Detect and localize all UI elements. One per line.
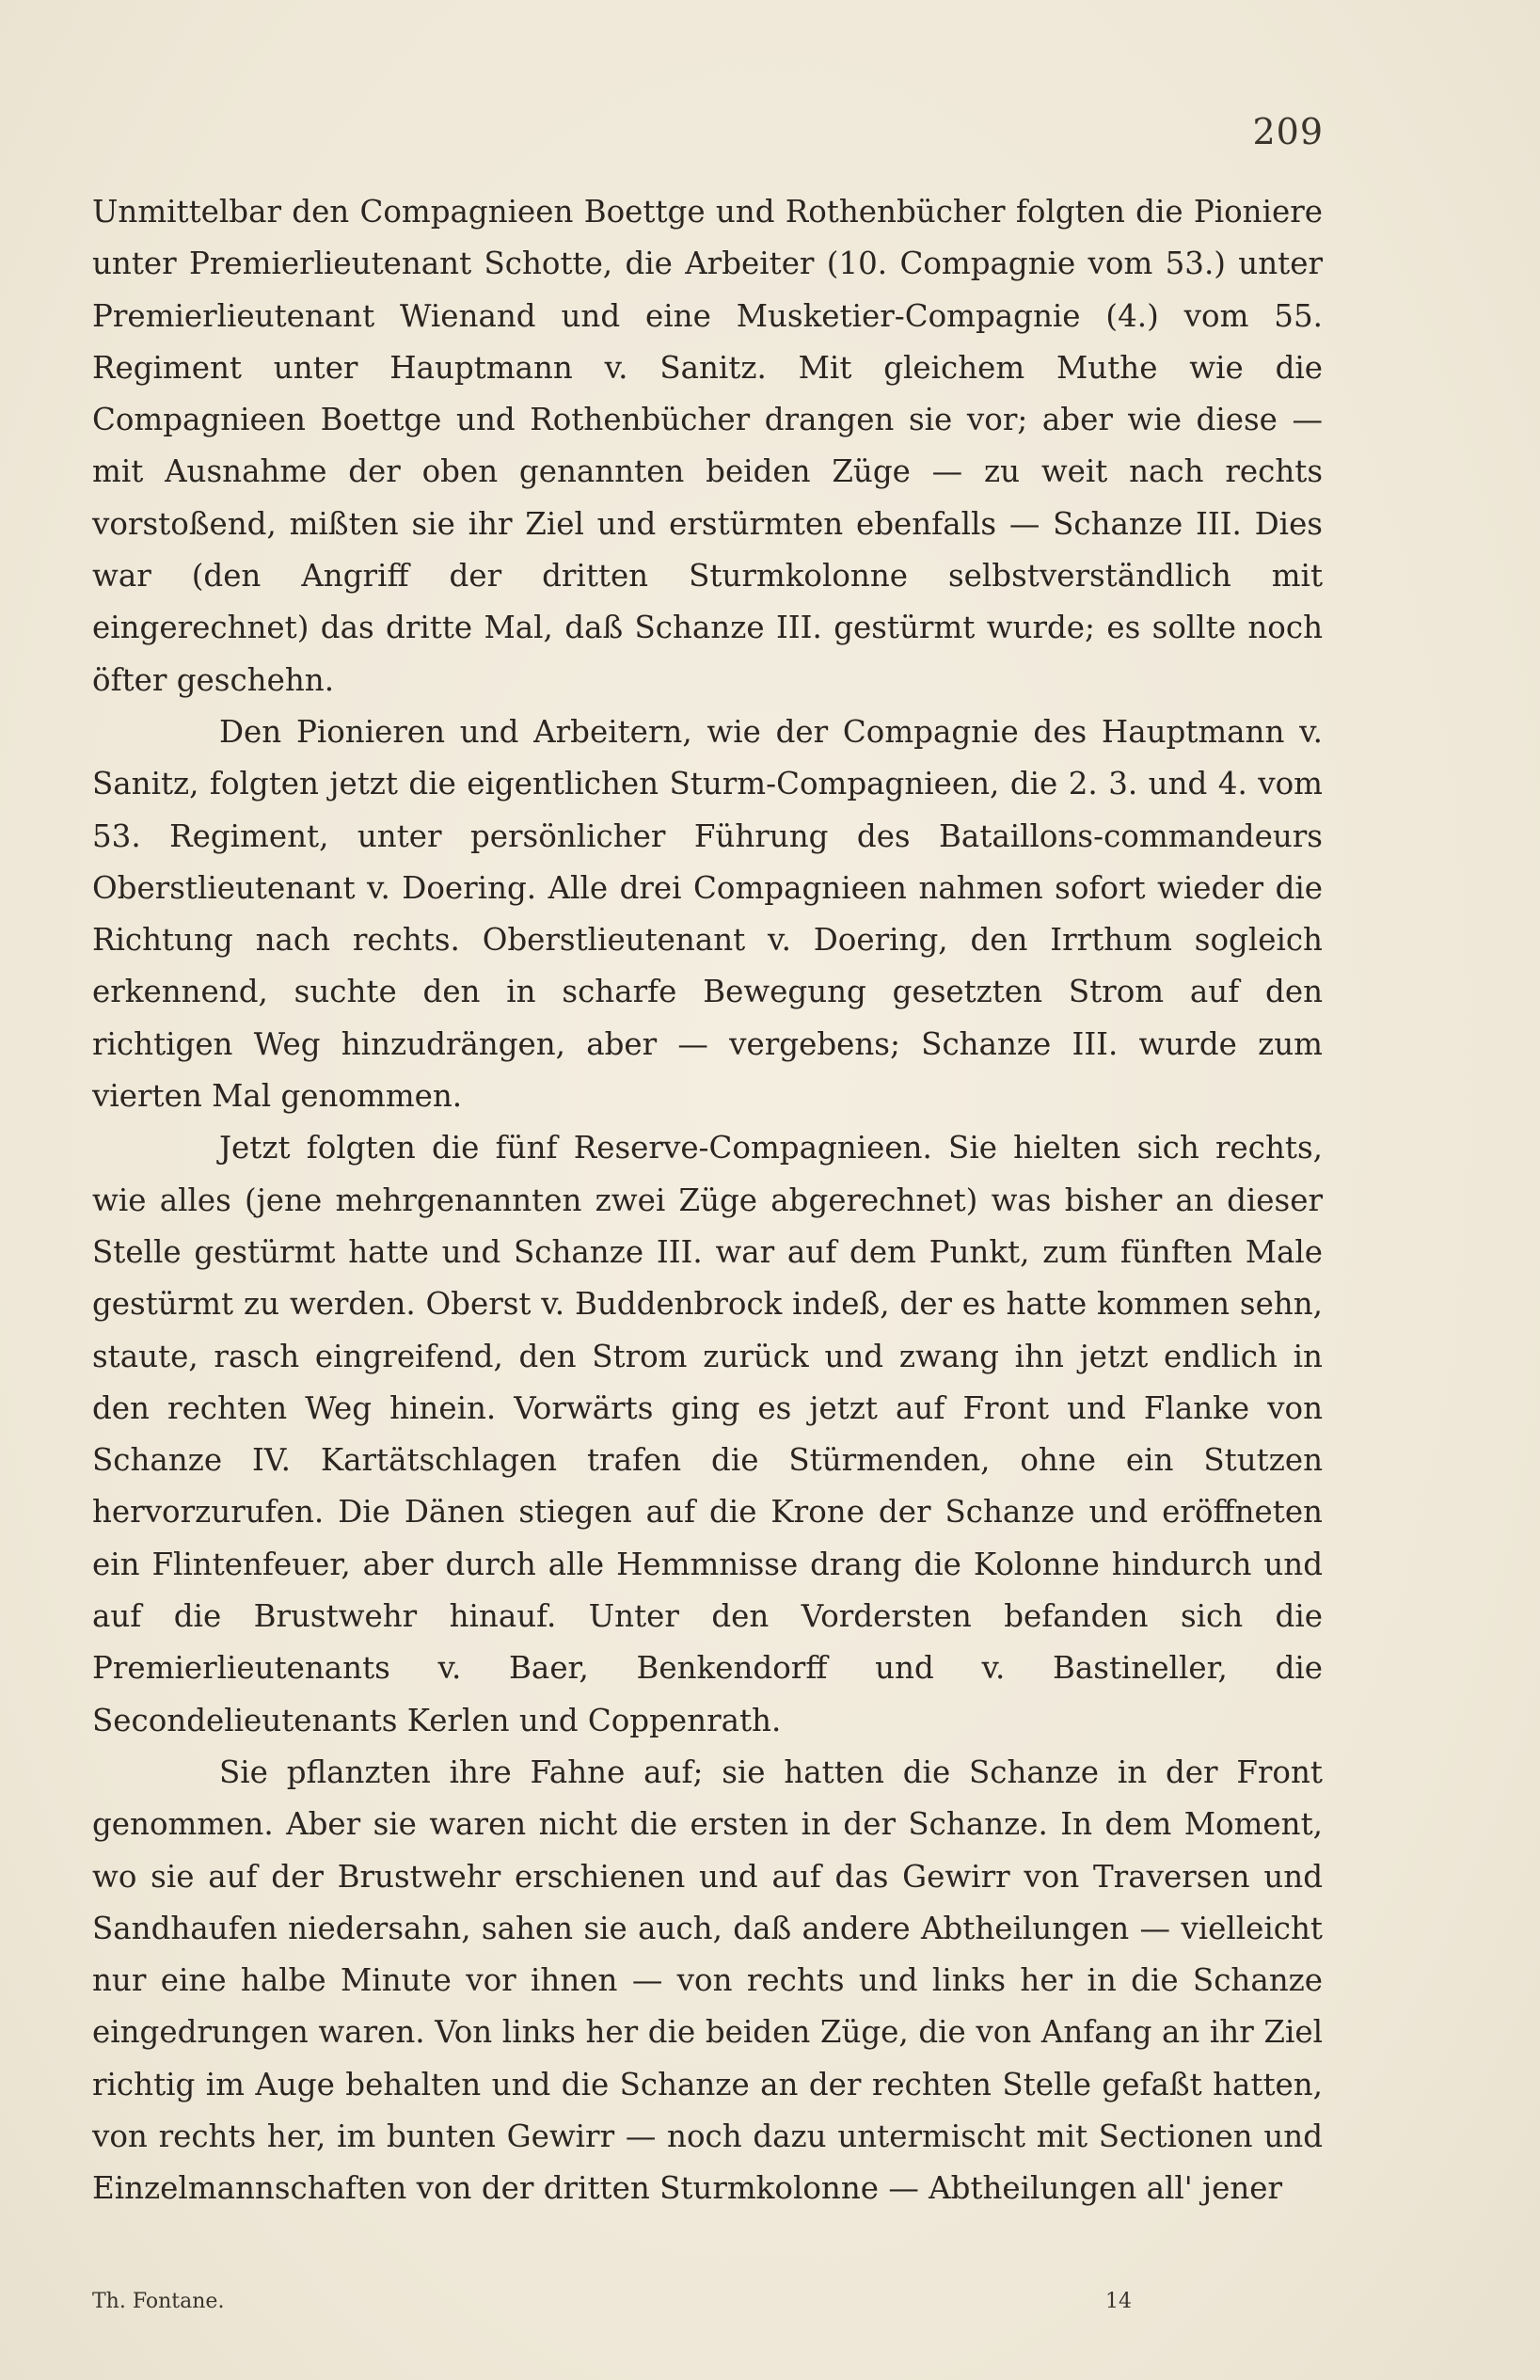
page-footer: [92, 2290, 1323, 2327]
paragraph-4: Sie pflanzten ihre Fahne auf; sie hatten die Schanze in der Front genommen. Aber sie waren nicht die ersten in der Schanze. In dem Moment, wo sie auf der Brustwehr erschienen und auf das Gewirr von Traversen und Sandhaufen niedersahn, sahen sie auch, daß andere Abtheilungen — vielleicht nur eine halbe Minute vor ihnen — von rechts und links her in die Schanze eingedrungen waren. Von links her die beiden Züge, die von Anfang an ihr Ziel richtig im Auge behalten und die Schanze an der rechten Stelle gefaßt hatten, von rechts her, im bunten Gewirr — noch dazu untermischt mit Sectionen und Einzelmannschaften von der dritten Sturmkolonne — Abtheilungen all' jener: [92, 1753, 1323, 2207]
footer-author: Th. Fontane.: [92, 2290, 225, 2313]
paragraph-2: Den Pionieren und Arbeitern, wie der Compagnie des Hauptmann v. Sanitz, folgten jetzt die eigentlichen Sturm-Compagnieen, die 2. 3. und 4. vom 53. Regiment, unter persönlicher Führung des Bataillons-commandeurs Oberstlieutenant v. Doering. Alle drei Compagnieen nahmen sofort wieder die Richtung nach rechts. Oberstlieutenant v. Doering, den Irrthum sogleich erkennend, suchte den in scharfe Bewegung gesetzten Strom auf den richtigen Weg hinzudrängen, aber — vergebens; Schanze III. wurde zum vierten Mal genommen.: [92, 713, 1323, 1115]
paragraph-1: Unmittelbar den Compagnieen Boettge und Rothenbücher folgten die Pioniere unter Premierlieutenant Schotte, die Arbeiter (10. Compagnie vom 53.) unter Premierlieutenant Wienand und eine Musketier-Compagnie (4.) vom 55. Regiment unter Hauptmann v. Sanitz. Mit gleichem Muthe wie die Compagnieen Boettge und Rothenbücher drangen sie vor; aber wie diese — mit Ausnahme der oben genannten beiden Züge — zu weit nach rechts vorstoßend, mißten sie ihr Ziel und erstürmten ebenfalls — Schanze III. Dies war (den Angriff der dritten Sturmkolonne selbstverständlich mit eingerechnet) das dritte Mal, daß Schanze III. gestürmt wurde; es sollte noch öfter geschehn.: [92, 194, 1323, 698]
footer-signature: 14: [1105, 2290, 1132, 2313]
page-number: 209: [1252, 111, 1324, 152]
paragraph-3: Jetzt folgten die fünf Reserve-Compagnieen. Sie hielten sich rechts, wie alles (jene mehrgenannten zwei Züge abgerechnet) was bisher an dieser Stelle gestürmt hatte und Schanze III. war auf dem Punkt, zum fünften Male gestürmt zu werden. Oberst v. Buddenbrock indeß, der es hatte kommen sehn, staute, rasch eingreifend, den Strom zurück und zwang ihn jetzt endlich in den rechten Weg hinein. Vorwärts ging es jetzt auf Front und Flanke von Schanze IV. Kartätschlagen trafen die Stürmenden, ohne ein Stutzen hervorzurufen. Die Dänen stiegen auf die Krone der Schanze und eröffneten ein Flintenfeuer, aber durch alle Hemmnisse drang die Kolonne hindurch und auf die Brustwehr hinauf. Unter den Vordersten befanden sich die Premierlieutenants v. Baer, Benkendorff und v. Bastineller, die Secondelieutenants Kerlen und Coppenrath.: [92, 1130, 1323, 1738]
body-text: [92, 186, 1323, 2215]
